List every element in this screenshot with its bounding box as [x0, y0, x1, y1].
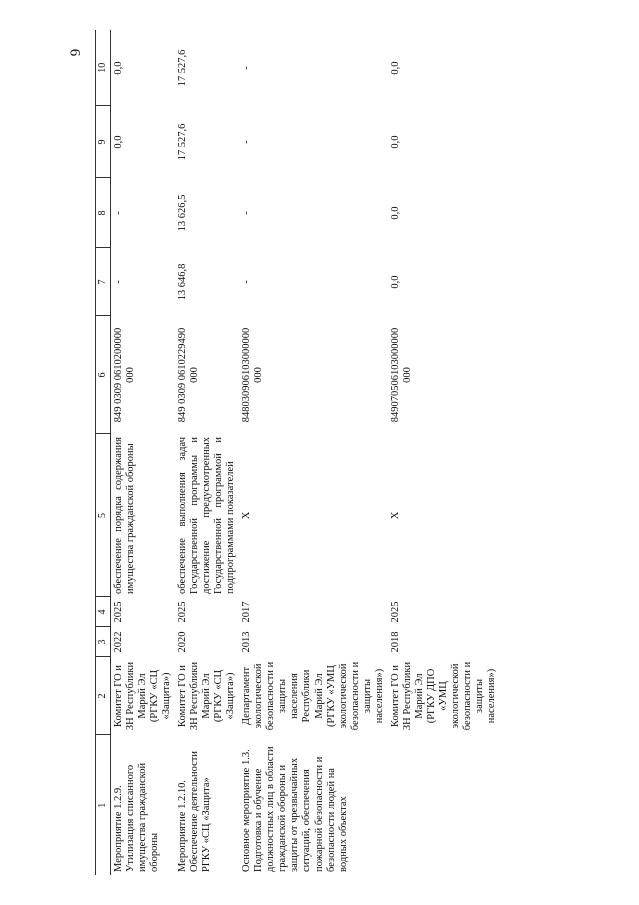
- col-header-4: 4: [96, 597, 111, 627]
- col-header-10: 10: [96, 30, 111, 106]
- value-col-9: 0,0: [389, 135, 401, 149]
- expected-result: X: [241, 511, 253, 520]
- activity-name: Основное мероприятие 1.3. Подготовка и обучение должностных лиц в области гражданской обороны и защиты от чрезвычайных ситуаций, обеспечения пожарной безопасности и безопасности людей на водных объектах: [241, 746, 349, 872]
- start-year: 2022: [112, 631, 124, 653]
- value-col-10: 17 527,6: [176, 49, 188, 87]
- value-col-9: 17 527,6: [176, 123, 188, 161]
- value-col-7: -: [112, 280, 124, 284]
- expected-result: обеспечение порядка содержания имущества гражданской обороны: [112, 437, 136, 594]
- value-col-8: 0,0: [389, 206, 401, 220]
- col-header-2: 2: [96, 657, 111, 735]
- value-col-8: 13 626,5: [176, 194, 188, 232]
- executor: Комитет ГО и ЗН Республики Марий Эл (РГКУ «СЦ «Защита»): [176, 661, 237, 731]
- value-col-10: -: [241, 66, 253, 70]
- col-header-7: 7: [96, 248, 111, 316]
- col-header-5: 5: [96, 434, 111, 597]
- program-table: [95, 30, 500, 875]
- end-year: 2025: [176, 601, 188, 623]
- value-col-7: -: [241, 280, 253, 284]
- activity-name: [388, 735, 501, 875]
- budget-code: 849 0309 0610229490 000: [176, 327, 200, 423]
- value-col-9: -: [241, 140, 253, 144]
- executor: Департамент экологической безопасности и защиты населения Республики Марий Эл (РГКУ «УМЦ экологической безопасности и защиты населения»): [241, 661, 385, 731]
- budget-code: 849 0309 0610200000 000: [112, 327, 136, 423]
- table-row: [388, 30, 501, 875]
- header-row: [96, 30, 111, 875]
- end-year: 2017: [241, 601, 253, 623]
- value-col-10: 0,0: [112, 61, 124, 75]
- activity-name: Мероприятие 1.2.10. Обеспечение деятельности РГКУ «СЦ «Защита»: [176, 751, 212, 872]
- value-col-9: 0,0: [112, 135, 124, 149]
- executor: Комитет ГО и ЗН Республики Марий Эл (РГКУ ДПО «УМЦ экологической безопасности и защиты населения»): [389, 661, 498, 731]
- executor: Комитет ГО и ЗН Республики Марий Эл (РГКУ «СЦ «Защита»): [112, 661, 172, 731]
- col-header-9: 9: [96, 106, 111, 178]
- col-header-6: 6: [96, 316, 111, 434]
- col-header-8: 8: [96, 178, 111, 248]
- start-year: 2020: [176, 631, 188, 653]
- start-year: 2018: [389, 631, 401, 653]
- page-number: 6: [66, 48, 83, 57]
- value-col-7: 0,0: [389, 275, 401, 289]
- value-col-8: -: [112, 211, 124, 215]
- activity-name: Мероприятие 1.2.9. Утилизация списанного имущества гражданской обороны: [112, 762, 160, 872]
- col-header-1: 1: [96, 735, 111, 875]
- value-col-7: 13 646,8: [176, 263, 188, 301]
- budget-code: 848030906103000000 000: [241, 327, 265, 423]
- expected-result: X: [389, 511, 401, 520]
- table-row: [239, 30, 388, 875]
- budget-code: 849070506103000000 000: [389, 327, 413, 423]
- value-col-10: 0,0: [389, 61, 401, 75]
- expected-result: обеспечение выполнения задач Государственной программы и достижение предусмотренных Государственной программой и подпрограммами показателей: [176, 437, 237, 594]
- end-year: 2025: [389, 601, 401, 623]
- end-year: 2025: [112, 601, 124, 623]
- value-col-8: -: [241, 211, 253, 215]
- table-row: [175, 30, 239, 875]
- start-year: 2013: [241, 631, 253, 653]
- table-row: [110, 30, 175, 875]
- col-header-3: 3: [96, 627, 111, 657]
